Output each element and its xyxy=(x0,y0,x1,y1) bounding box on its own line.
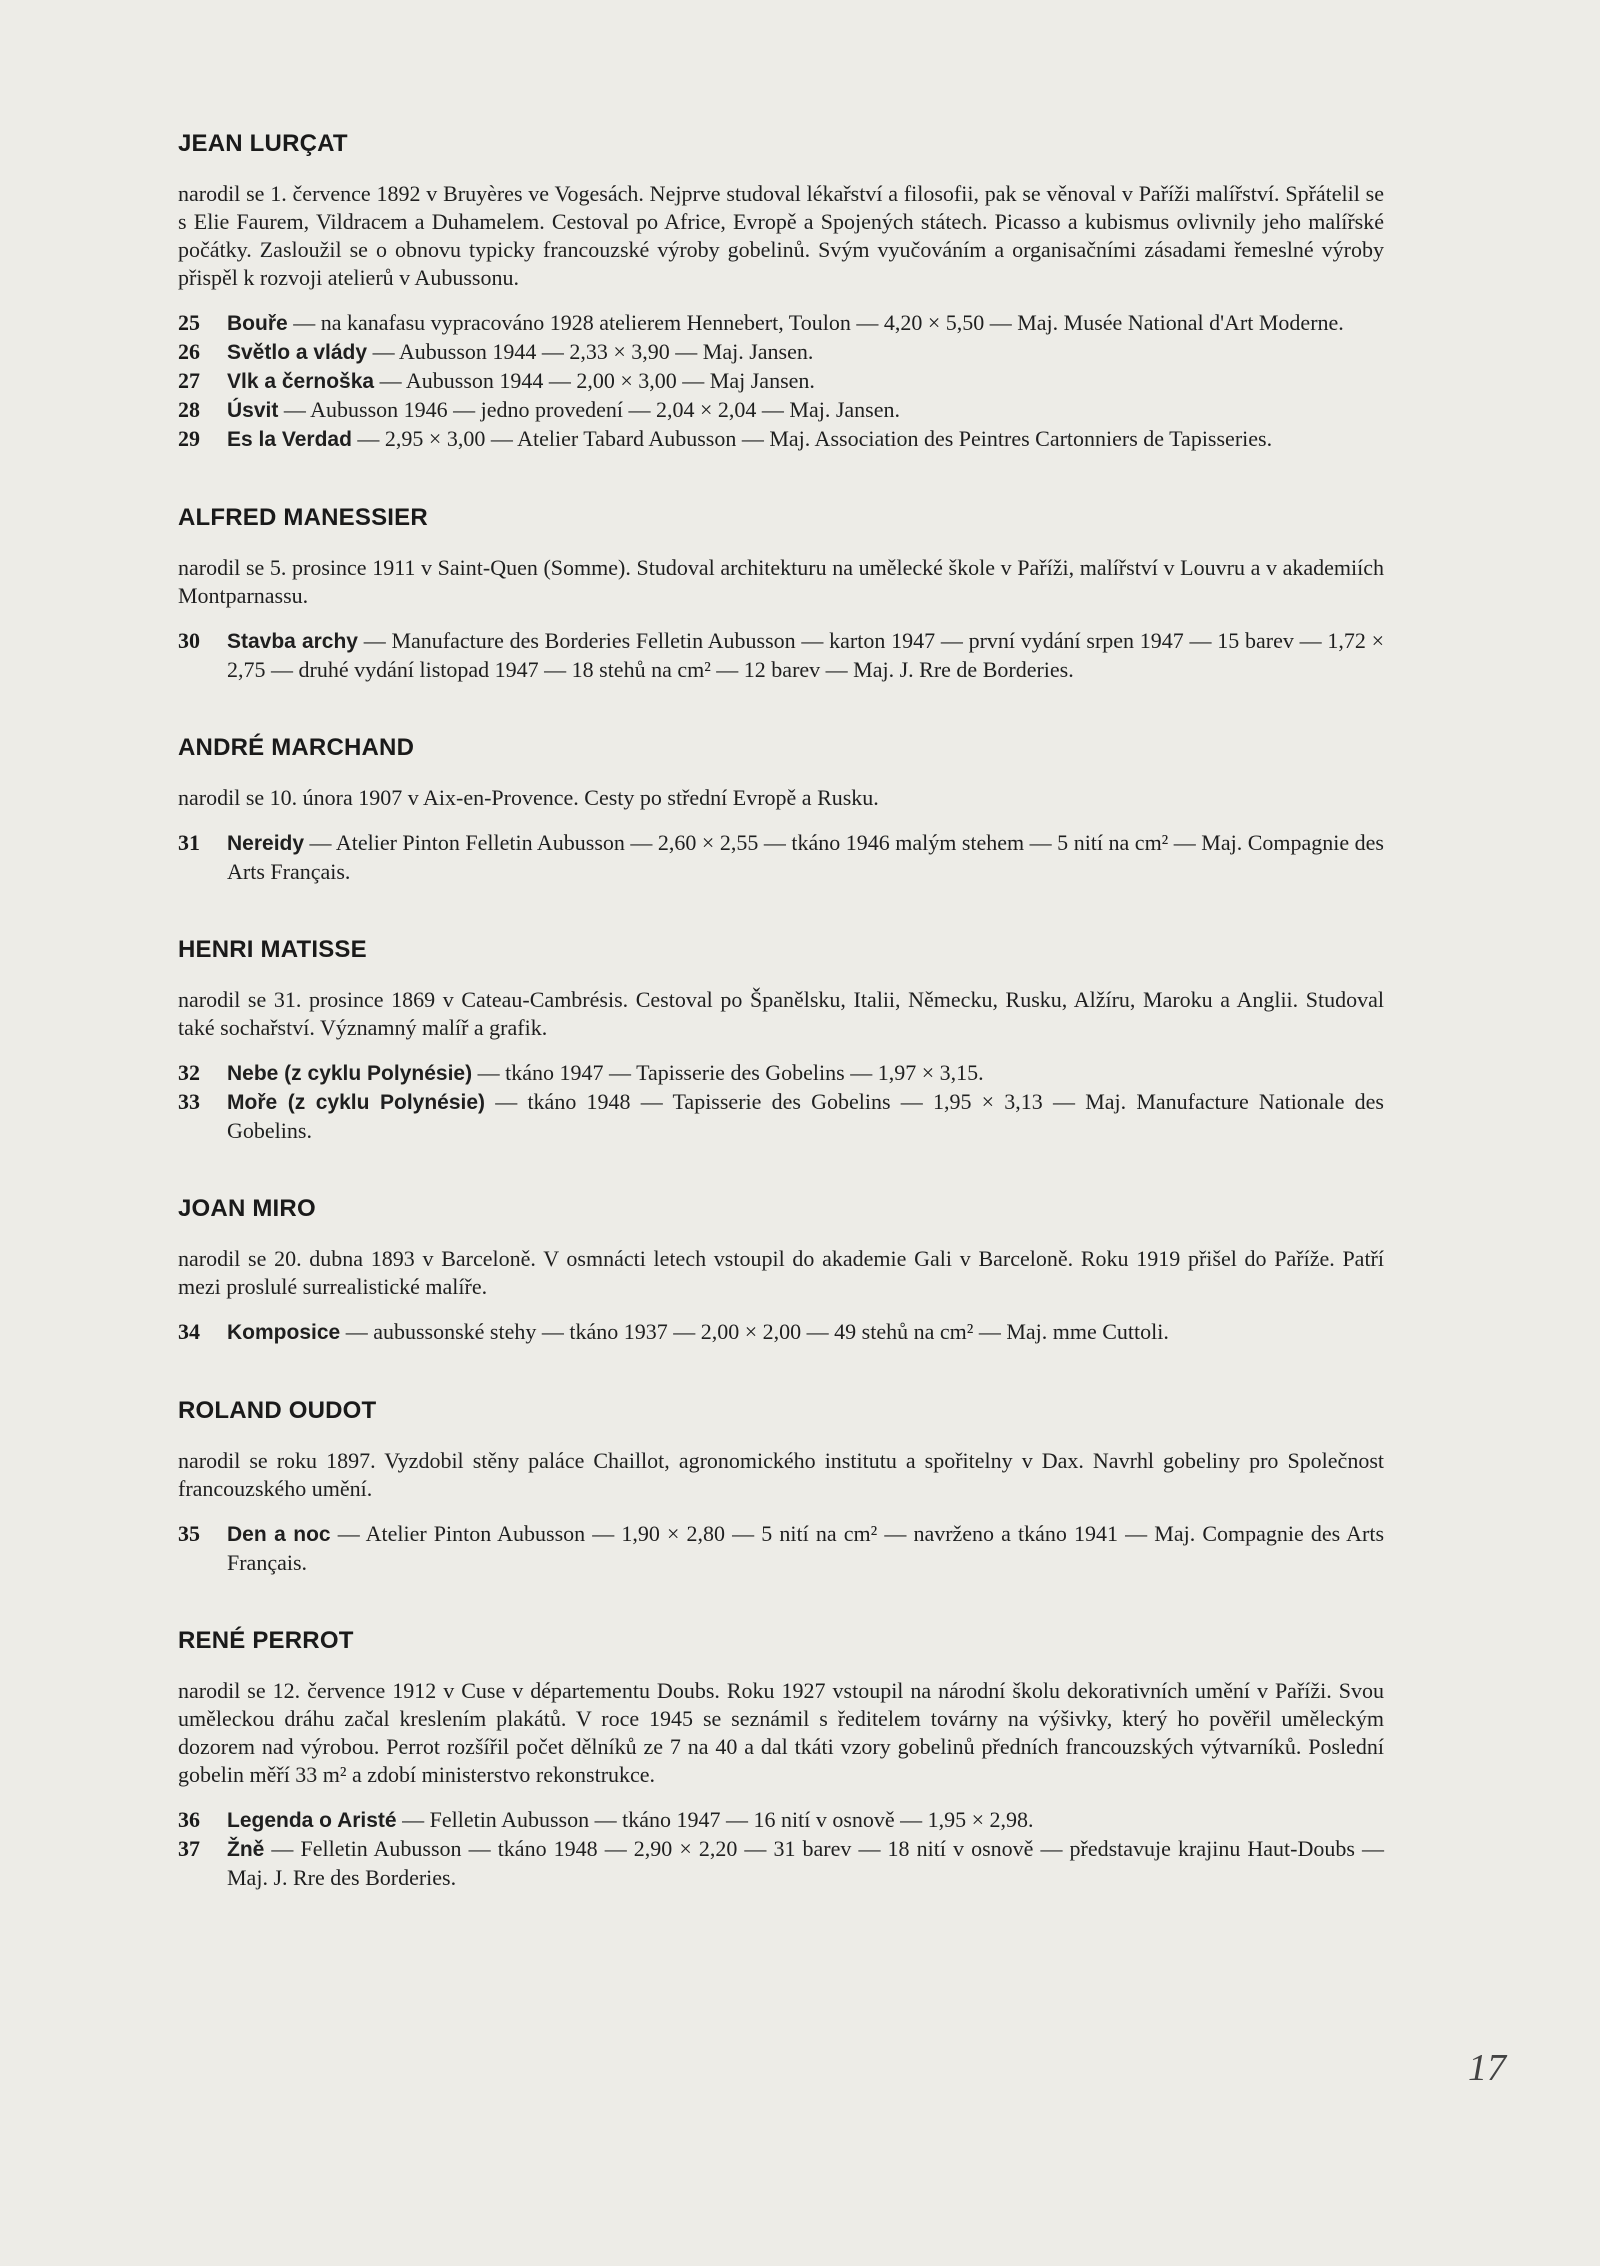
artist-name: ANDRÉ MARCHAND xyxy=(178,734,415,761)
work-number: 30 xyxy=(178,628,200,653)
work-description: — Felletin Aubusson — tkáno 1947 — 16 nití v osnově — 1,95 × 2,98. xyxy=(396,1807,1034,1832)
work-entry xyxy=(178,425,1384,454)
work-title: Bouře xyxy=(227,312,288,335)
artist-name: ROLAND OUDOT xyxy=(178,1397,377,1424)
artist-section xyxy=(178,1627,1384,1892)
work-number: 27 xyxy=(178,368,200,393)
artist-section xyxy=(178,1397,1384,1577)
work-description: — na kanafasu vypracováno 1928 atelierem Hennebert, Toulon — 4,20 × 5,50 — Maj. Musée National d'Art Moderne. xyxy=(287,310,1344,335)
works-list xyxy=(178,1318,1384,1347)
work-entry xyxy=(178,309,1384,338)
work-description: — Atelier Pinton Aubusson — 1,90 × 2,80 — 5 nití na cm² — navrženo a tkáno 1941 — Maj. Compagnie des Arts Français. xyxy=(227,1521,1384,1575)
artist-bio: narodil se 10. února 1907 v Aix-en-Provence. Cesty po střední Evropě a Rusku. xyxy=(178,785,879,810)
work-title: Moře (z cyklu Polynésie) xyxy=(227,1091,486,1114)
work-description: — Aubusson 1944 — 2,00 × 3,00 — Maj Jansen. xyxy=(374,368,815,393)
work-number: 36 xyxy=(178,1807,200,1832)
work-title: Stavba archy xyxy=(227,630,358,653)
artist-bio: narodil se 5. prosince 1911 v Saint-Quen (Somme). Studoval architekturu na umělecké škole v Paříži, malířství v Louvru a v akademiích Montparnassu. xyxy=(178,555,1384,608)
work-number: 33 xyxy=(178,1089,200,1114)
artist-bio: narodil se roku 1897. Vyzdobil stěny paláce Chaillot, agronomického institutu a spořitelny v Dax. Navrhl gobeliny pro Společnost francouzského umění. xyxy=(178,1448,1384,1501)
work-description: — Aubusson 1944 — 2,33 × 3,90 — Maj. Jansen. xyxy=(367,339,814,364)
work-entry xyxy=(178,338,1384,367)
works-list xyxy=(178,1806,1384,1892)
work-title: Es la Verdad xyxy=(227,428,352,451)
work-number: 32 xyxy=(178,1060,200,1085)
artist-name: ALFRED MANESSIER xyxy=(178,504,428,531)
artist-section xyxy=(178,504,1384,684)
work-number: 35 xyxy=(178,1521,200,1546)
work-description: — tkáno 1947 — Tapisserie des Gobelins — 1,97 × 3,15. xyxy=(472,1060,984,1085)
artist-bio: narodil se 12. července 1912 v Cuse v départementu Doubs. Roku 1927 vstoupil na národní školu dekorativních umění v Paříži. Svou uměleckou dráhu začal kreslením plakátů. V roce 1945 se seznámil s ředitelem továrny na výšivky, který ho pověřil uměleckým dozorem nad výrobou. Perrot rozšířil počet dělníků ze 7 na 40 a dal tkáti vzory gobelinů předních francouzských výtvarníků. Poslední gobelin měří 33 m² a zdobí ministerstvo rekonstrukce. xyxy=(178,1678,1384,1787)
work-title: Komposice xyxy=(227,1321,341,1344)
page-number: 17 xyxy=(1468,2047,1506,2089)
work-title: Světlo a vlády xyxy=(227,341,368,364)
work-title: Den a noc xyxy=(227,1523,331,1546)
artist-name: JEAN LURÇAT xyxy=(178,130,348,157)
work-number: 28 xyxy=(178,397,200,422)
work-description: — Felletin Aubusson — tkáno 1948 — 2,90 × 2,20 — 31 barev — 18 nití v osnově — představuje krajinu Haut-Doubs — Maj. J. Rre des Borderies. xyxy=(227,1836,1384,1890)
work-entry xyxy=(178,1835,1384,1892)
work-description: — Aubusson 1946 — jedno provedení — 2,04 × 2,04 — Maj. Jansen. xyxy=(278,397,900,422)
work-title: Nereidy xyxy=(227,832,305,855)
work-entry xyxy=(178,1088,1384,1145)
artist-bio: narodil se 20. dubna 1893 v Barceloně. V osmnácti letech vstoupil do akademie Gali v Barceloně. Roku 1919 přišel do Paříže. Patří mezi proslulé surrealistické malíře. xyxy=(178,1246,1384,1299)
work-number: 37 xyxy=(178,1836,200,1861)
works-list xyxy=(178,309,1384,454)
work-number: 29 xyxy=(178,426,200,451)
artist-section xyxy=(178,734,1384,886)
work-entry xyxy=(178,1806,1384,1835)
work-entry xyxy=(178,627,1384,684)
work-entry xyxy=(178,1059,1384,1088)
work-title: Legenda o Aristé xyxy=(227,1809,397,1832)
work-title: Žně xyxy=(227,1838,265,1861)
work-entry xyxy=(178,1318,1384,1347)
work-number: 25 xyxy=(178,310,200,335)
work-title: Úsvit xyxy=(227,399,279,422)
artist-section xyxy=(178,936,1384,1145)
work-entry xyxy=(178,396,1384,425)
works-list xyxy=(178,1520,1384,1577)
artist-bio: narodil se 31. prosince 1869 v Cateau-Cambrésis. Cestoval po Španělsku, Italii, Německu, Rusku, Alžíru, Maroku a Anglii. Studoval také sochařství. Významný malíř a grafik. xyxy=(178,987,1384,1040)
work-entry xyxy=(178,1520,1384,1577)
work-description: — 2,95 × 3,00 — Atelier Tabard Aubusson — Maj. Association des Peintres Cartonniers de Tapisseries. xyxy=(351,426,1273,451)
work-number: 34 xyxy=(178,1319,200,1344)
artist-list xyxy=(178,130,1384,1942)
works-list xyxy=(178,1059,1384,1145)
work-description: — aubussonské stehy — tkáno 1937 — 2,00 × 2,00 — 49 stehů na cm² — Maj. mme Cuttoli. xyxy=(340,1319,1169,1344)
artist-section xyxy=(178,130,1384,454)
artist-name: HENRI MATISSE xyxy=(178,936,367,963)
works-list xyxy=(178,627,1384,684)
work-title: Vlk a černoška xyxy=(227,370,375,393)
artist-name: JOAN MIRO xyxy=(178,1195,316,1222)
artist-bio: narodil se 1. července 1892 v Bruyères ve Vogesách. Nejprve studoval lékařství a filosofii, pak se věnoval v Paříži malířství. Spřátelil se s Elie Faurem, Vildracem a Duhamelem. Cestoval po Africe, Evropě a Spojených státech. Picasso a kubismus ovlivnily jeho malířské počátky. Zasloužil se o obnovu typicky francouzské výroby gobelinů. Svým vyučováním a organisačními zásadami řemeslné výroby přispěl k rozvoji atelierů v Aubussonu. xyxy=(178,181,1384,290)
work-description: — Manufacture des Borderies Felletin Aubusson — karton 1947 — první vydání srpen 1947 — 15 barev — 1,72 × 2,75 — druhé vydání listopad 1947 — 18 stehů na cm² — 12 barev — Maj. J. Rre de Borderies. xyxy=(227,628,1384,682)
works-list xyxy=(178,829,1384,886)
work-entry xyxy=(178,367,1384,396)
work-number: 26 xyxy=(178,339,200,364)
work-number: 31 xyxy=(178,830,200,855)
work-entry xyxy=(178,829,1384,886)
artist-name: RENÉ PERROT xyxy=(178,1627,354,1654)
artist-section xyxy=(178,1195,1384,1347)
work-description: — Atelier Pinton Felletin Aubusson — 2,60 × 2,55 — tkáno 1946 malým stehem — 5 nití na cm² — Maj. Compagnie des Arts Français. xyxy=(227,830,1384,884)
work-description: — tkáno 1948 — Tapisserie des Gobelins — 1,95 × 3,13 — Maj. Manufacture Nationale des Gobelins. xyxy=(227,1089,1384,1143)
work-title: Nebe (z cyklu Polynésie) xyxy=(227,1062,473,1085)
